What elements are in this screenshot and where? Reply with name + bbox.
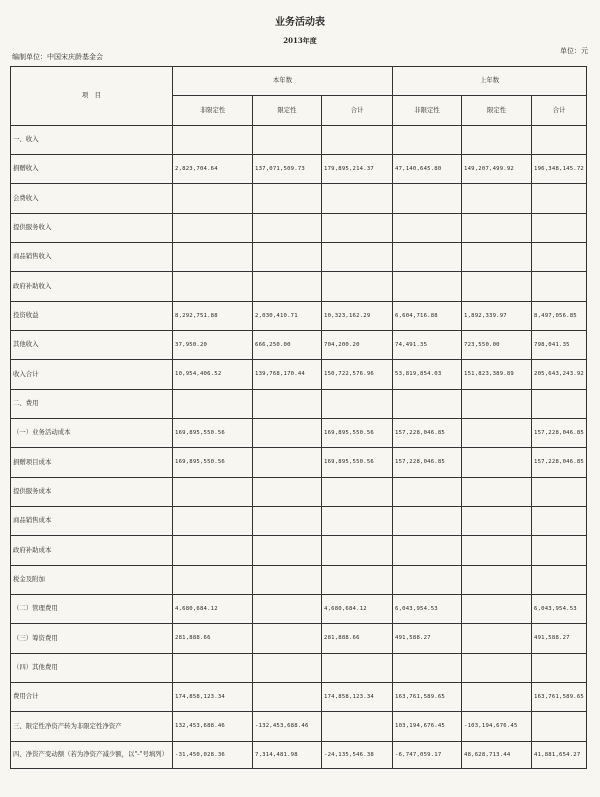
row-value: 41,881,654.27 — [532, 742, 587, 769]
row-value — [173, 507, 253, 536]
preparing-unit: 编制单位：中国宋庆龄基金会 — [12, 53, 103, 61]
row-value — [253, 448, 322, 478]
row-value: 10,954,406.52 — [173, 360, 253, 390]
row-value — [173, 243, 253, 272]
row-value: 196,348,145.72 — [532, 155, 587, 184]
row-value — [393, 566, 462, 595]
row-value: 157,228,046.85 — [393, 419, 462, 448]
header-col: 限定性 — [253, 96, 322, 126]
row-label: 捐赠项目成本 — [11, 448, 173, 478]
row-value — [173, 272, 253, 302]
row-value: 666,250.00 — [253, 331, 322, 360]
table-row — [11, 654, 587, 683]
row-value — [253, 272, 322, 302]
table-row — [11, 507, 587, 536]
table-row — [11, 390, 587, 419]
row-value — [253, 478, 322, 507]
row-value: 169,895,550.56 — [322, 448, 393, 478]
row-value — [462, 654, 532, 683]
row-value: 37,950.20 — [173, 331, 253, 360]
row-value — [322, 184, 393, 214]
row-value — [532, 390, 587, 419]
row-label: 其他收入 — [11, 331, 173, 360]
currency-unit: 单位：元 — [560, 47, 588, 55]
table-row — [11, 302, 587, 331]
row-label: 收入合计 — [11, 360, 173, 390]
row-value — [173, 654, 253, 683]
row-value: 174,858,123.34 — [322, 683, 393, 712]
table-row — [11, 184, 587, 214]
table-row — [11, 595, 587, 624]
row-value — [253, 507, 322, 536]
row-value: 179,895,214.37 — [322, 155, 393, 184]
row-value — [173, 214, 253, 243]
row-value: -31,450,028.36 — [173, 742, 253, 769]
row-value — [462, 683, 532, 712]
row-value: 4,680,684.12 — [322, 595, 393, 624]
row-value — [322, 536, 393, 566]
row-value — [462, 478, 532, 507]
table-row — [11, 331, 587, 360]
row-value — [532, 712, 587, 742]
row-value — [532, 243, 587, 272]
row-label: 会费收入 — [11, 184, 173, 214]
table-row — [11, 155, 587, 184]
row-value — [253, 184, 322, 214]
table-body — [11, 126, 587, 769]
header-col: 限定性 — [462, 96, 532, 126]
row-value: -103,194,676.45 — [462, 712, 532, 742]
report-title: 业务活动表 — [275, 17, 325, 28]
row-value: 174,858,123.34 — [173, 683, 253, 712]
header-current-year: 本年数 — [173, 67, 393, 96]
row-value — [462, 184, 532, 214]
table-row — [11, 243, 587, 272]
row-label: 提供服务成本 — [11, 478, 173, 507]
row-value — [462, 536, 532, 566]
row-value: 150,722,576.96 — [322, 360, 393, 390]
row-value: 74,491.35 — [393, 331, 462, 360]
table-row — [11, 478, 587, 507]
row-value — [393, 214, 462, 243]
row-label: 一、收入 — [11, 126, 173, 155]
row-value: 149,207,499.92 — [462, 155, 532, 184]
row-value — [253, 566, 322, 595]
row-value — [322, 654, 393, 683]
row-value — [253, 126, 322, 155]
row-value: 281,888.66 — [322, 624, 393, 654]
row-value: 2,823,704.64 — [173, 155, 253, 184]
row-value: 169,895,550.56 — [322, 419, 393, 448]
row-value — [462, 624, 532, 654]
row-value: 10,323,162.29 — [322, 302, 393, 331]
row-label: 费用合计 — [11, 683, 173, 712]
row-label: 捐赠收入 — [11, 155, 173, 184]
row-label: 二、费用 — [11, 390, 173, 419]
row-value: 7,314,481.98 — [253, 742, 322, 769]
row-value: 6,043,954.53 — [393, 595, 462, 624]
row-value: 8,292,751.88 — [173, 302, 253, 331]
header-col: 非限定性 — [393, 96, 462, 126]
row-value — [253, 243, 322, 272]
row-value: 132,453,688.46 — [173, 712, 253, 742]
table-row — [11, 272, 587, 302]
row-value — [532, 566, 587, 595]
row-label: 四、净资产变动额（若为净资产减少额，以"-"号填列） — [11, 742, 173, 769]
table-row — [11, 126, 587, 155]
table-row — [11, 419, 587, 448]
row-value — [393, 654, 462, 683]
row-value — [253, 683, 322, 712]
row-value: 137,071,509.73 — [253, 155, 322, 184]
row-value — [322, 214, 393, 243]
row-value: 163,761,589.65 — [393, 683, 462, 712]
row-value — [393, 243, 462, 272]
row-value — [322, 478, 393, 507]
row-value: 1,892,339.97 — [462, 302, 532, 331]
row-value — [322, 566, 393, 595]
header-col: 非限定性 — [173, 96, 253, 126]
table-row — [11, 624, 587, 654]
row-value — [462, 214, 532, 243]
row-value: 491,588.27 — [532, 624, 587, 654]
row-value — [393, 126, 462, 155]
row-value: -6,747,059.17 — [393, 742, 462, 769]
row-value: 6,604,716.88 — [393, 302, 462, 331]
activity-statement-table — [10, 66, 587, 769]
row-value: 103,194,676.45 — [393, 712, 462, 742]
row-value — [322, 712, 393, 742]
row-label: （二）管理费用 — [11, 595, 173, 624]
row-value: 47,140,645.80 — [393, 155, 462, 184]
row-value — [253, 390, 322, 419]
row-value: 157,228,046.85 — [532, 448, 587, 478]
row-value — [253, 595, 322, 624]
row-value — [462, 448, 532, 478]
row-value — [462, 419, 532, 448]
table-row — [11, 536, 587, 566]
row-label: 税金及附加 — [11, 566, 173, 595]
row-value: -24,135,546.38 — [322, 742, 393, 769]
row-value — [173, 126, 253, 155]
row-value — [462, 390, 532, 419]
row-value — [393, 536, 462, 566]
row-value — [532, 654, 587, 683]
row-value — [532, 126, 587, 155]
row-value — [322, 507, 393, 536]
table-row — [11, 214, 587, 243]
row-value: 723,550.00 — [462, 331, 532, 360]
table-row — [11, 360, 587, 390]
row-label: 投资收益 — [11, 302, 173, 331]
row-value: 163,761,589.65 — [532, 683, 587, 712]
row-value: 798,041.35 — [532, 331, 587, 360]
row-value: 6,043,954.53 — [532, 595, 587, 624]
row-label: （四）其他费用 — [11, 654, 173, 683]
row-value — [322, 243, 393, 272]
row-value: 139,768,170.44 — [253, 360, 322, 390]
row-value: 53,819,854.03 — [393, 360, 462, 390]
row-value — [462, 126, 532, 155]
row-value — [173, 478, 253, 507]
row-value — [393, 507, 462, 536]
row-value — [253, 214, 322, 243]
row-label: 政府补助收入 — [11, 272, 173, 302]
row-value — [393, 184, 462, 214]
row-value — [253, 536, 322, 566]
row-label: 商品销售成本 — [11, 507, 173, 536]
row-value — [173, 390, 253, 419]
row-value — [462, 566, 532, 595]
row-label: （一）业务活动成本 — [11, 419, 173, 448]
row-value — [462, 595, 532, 624]
row-value — [173, 184, 253, 214]
header-prior-year: 上年数 — [393, 67, 587, 96]
header-col: 合计 — [322, 96, 393, 126]
row-value: 157,228,046.85 — [532, 419, 587, 448]
row-value — [393, 390, 462, 419]
row-value — [393, 272, 462, 302]
header-item: 项 目 — [11, 67, 173, 126]
row-value: 48,628,713.44 — [462, 742, 532, 769]
table-row — [11, 448, 587, 478]
row-label: （三）筹资费用 — [11, 624, 173, 654]
report-year: 2013年度 — [283, 36, 317, 45]
row-value — [532, 478, 587, 507]
row-value: 281,888.66 — [173, 624, 253, 654]
row-label: 三、限定性净资产转为非限定性净资产 — [11, 712, 173, 742]
row-value — [322, 390, 393, 419]
row-value — [462, 272, 532, 302]
header-col: 合计 — [532, 96, 587, 126]
row-value — [322, 126, 393, 155]
row-value: 151,823,389.89 — [462, 360, 532, 390]
row-value: 704,200.20 — [322, 331, 393, 360]
table-row — [11, 683, 587, 712]
row-value: 491,588.27 — [393, 624, 462, 654]
row-label: 政府补助成本 — [11, 536, 173, 566]
row-value: 205,643,243.92 — [532, 360, 587, 390]
row-label: 商品销售收入 — [11, 243, 173, 272]
row-value — [532, 184, 587, 214]
row-value — [532, 214, 587, 243]
row-label: 提供服务收入 — [11, 214, 173, 243]
row-value — [253, 624, 322, 654]
row-value — [462, 507, 532, 536]
row-value — [532, 536, 587, 566]
row-value: 157,228,046.85 — [393, 448, 462, 478]
row-value — [253, 654, 322, 683]
row-value — [462, 243, 532, 272]
row-value: 8,497,056.85 — [532, 302, 587, 331]
table-row — [11, 566, 587, 595]
row-value — [532, 272, 587, 302]
table-row — [11, 742, 587, 769]
row-value: 4,680,684.12 — [173, 595, 253, 624]
row-value — [173, 566, 253, 595]
row-value — [393, 478, 462, 507]
row-value: 2,030,410.71 — [253, 302, 322, 331]
row-value: 169,895,550.56 — [173, 448, 253, 478]
row-value — [173, 536, 253, 566]
row-value: 169,895,550.56 — [173, 419, 253, 448]
row-value — [322, 272, 393, 302]
row-value: -132,453,688.46 — [253, 712, 322, 742]
table-row — [11, 712, 587, 742]
row-value — [532, 507, 587, 536]
row-value — [253, 419, 322, 448]
